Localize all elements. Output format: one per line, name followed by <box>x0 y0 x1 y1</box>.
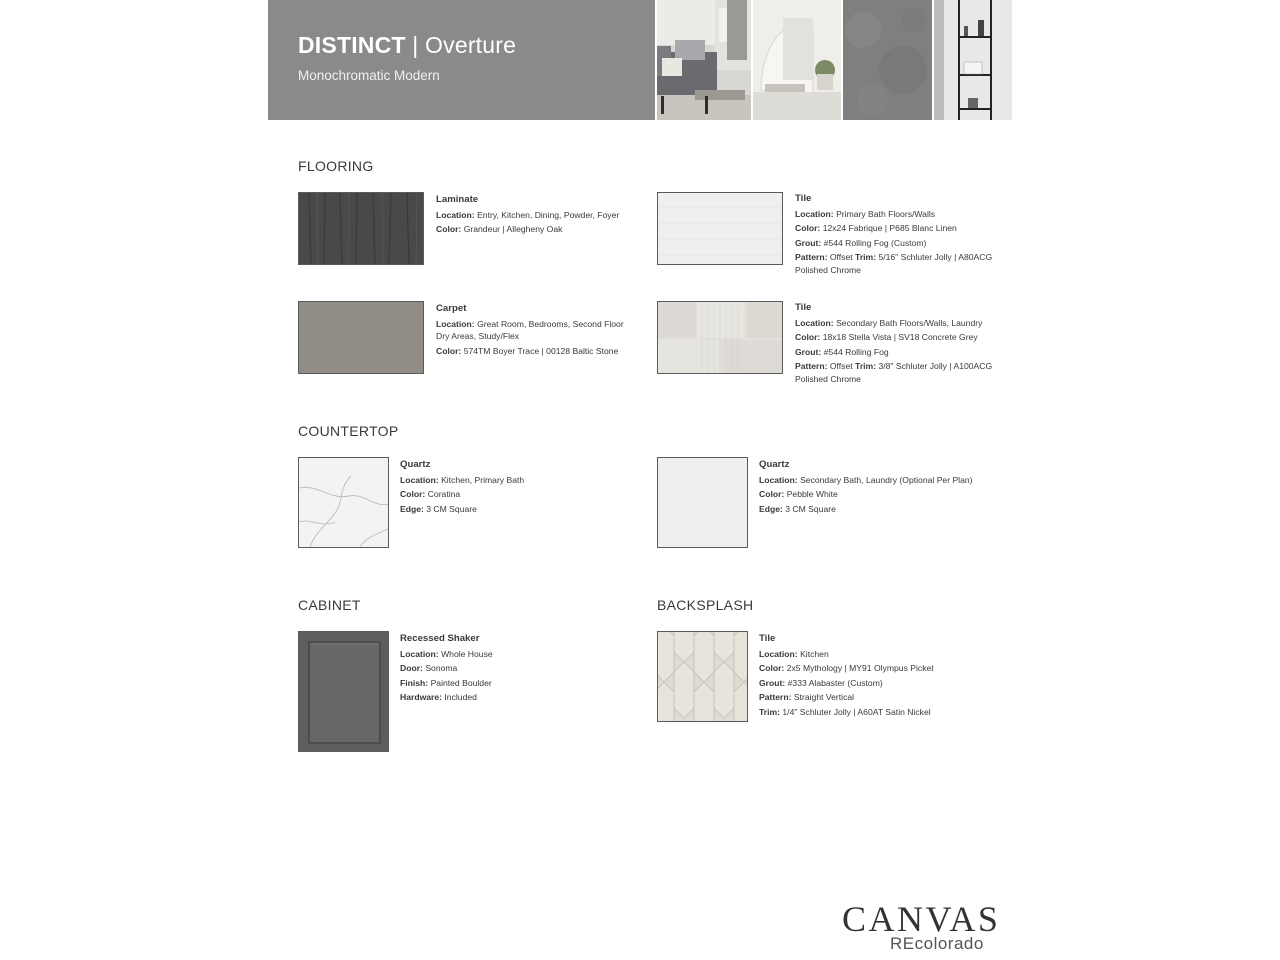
backsplash-swatch <box>657 631 748 722</box>
quartz-secondary-details: Quartz Location: Secondary Bath, Laundry (Optional Per Plan) Color: Pebble White Edge: 3 CM Square <box>759 459 1003 515</box>
shelf-photo <box>934 0 1012 120</box>
page-subtitle: Monochromatic Modern <box>298 68 440 83</box>
tile-secondary-details: Tile Location: Secondary Bath Floors/Walls, Laundry Color: 18x18 Stella Vista | SV18 Concrete Grey Grout: #544 Rolling Fog Pattern: Offset Trim: 3/8" Schluter Jolly | A100ACG Polished Chrome <box>795 302 1000 386</box>
laminate-details: Laminate Location: Entry, Kitchen, Dining, Powder, Foyer Color: Grandeur | Allegheny Oak <box>436 194 628 236</box>
brand-name: DISTINCT <box>298 32 406 58</box>
laminate-name: Laminate <box>436 194 479 205</box>
cabinet-name: Recessed Shaker <box>400 633 480 644</box>
section-heading-backsplash: BACKSPLASH <box>657 597 754 613</box>
spec-sheet-page <box>268 0 1012 960</box>
canvas-wordmark: CANVAS <box>842 899 1001 939</box>
carpet-swatch <box>298 301 424 374</box>
laminate-location: Entry, Kitchen, Dining, Powder, Foyer <box>477 209 620 220</box>
collection-name: Overture <box>425 32 517 58</box>
recolorado-watermark: REcolorado <box>890 934 984 953</box>
backsplash-name: Tile <box>759 633 776 644</box>
title-separator: | <box>412 32 419 58</box>
backsplash-details: Tile Location: Kitchen Color: 2x5 Mythology | MY91 Olympus Picket Grout: #333 Alabaster (Custom) Pattern: Straight Vertical Trim: 1/4" Schluter Jolly | A60AT Satin Nickel <box>759 633 1003 719</box>
tile-primary-swatch <box>657 192 783 265</box>
quartz-secondary-swatch <box>657 457 748 548</box>
quartz-primary-details: Quartz Location: Kitchen, Primary Bath Color: Coratina Edge: 3 CM Square <box>400 459 630 515</box>
living-room-photo <box>657 0 751 120</box>
section-heading-flooring: FLOORING <box>298 158 374 174</box>
tile-primary-details: Tile Location: Primary Bath Floors/Walls Color: 12x24 Fabrique | P685 Blanc Linen Grout: #544 Rolling Fog (Custom) Pattern: Offset Trim: 5/16" Schluter Jolly | A80ACG Polished Chrome <box>795 193 1000 277</box>
section-heading-cabinet: CABINET <box>298 597 361 613</box>
section-heading-countertop: COUNTERTOP <box>298 423 399 439</box>
concrete-texture-photo <box>843 0 932 120</box>
cabinet-swatch <box>298 631 389 752</box>
carpet-details: Carpet Location: Great Room, Bedrooms, Second Floor Dry Areas, Study/Flex Color: 574TM Boyer Trace | 00128 Baltic Stone <box>436 303 631 357</box>
quartz-secondary-name: Quartz <box>759 459 790 470</box>
header <box>268 0 1012 120</box>
page-title <box>298 32 516 59</box>
tile-secondary-name: Tile <box>795 302 812 313</box>
laminate-swatch <box>298 192 424 265</box>
tile-secondary-swatch <box>657 301 783 374</box>
quartz-primary-swatch <box>298 457 389 548</box>
tile-primary-name: Tile <box>795 193 812 204</box>
decor-photo <box>753 0 841 120</box>
laminate-color: Grandeur | Allegheny Oak <box>463 224 563 235</box>
cabinet-details: Recessed Shaker Location: Whole House Door: Sonoma Finish: Painted Boulder Hardware: Included <box>400 633 630 704</box>
quartz-primary-name: Quartz <box>400 459 431 470</box>
carpet-name: Carpet <box>436 303 467 314</box>
header-title-band <box>268 0 655 120</box>
canvas-logo <box>842 898 1001 953</box>
